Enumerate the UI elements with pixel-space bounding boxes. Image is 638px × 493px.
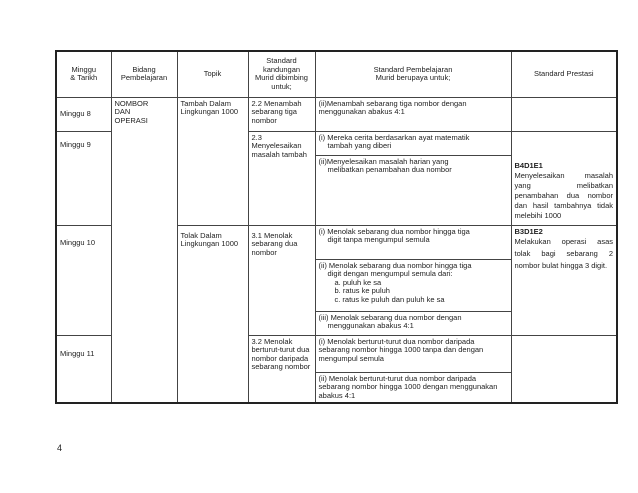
pembelajaran-line: (iii) Menolak sebarang dua nombor dengan	[318, 312, 462, 322]
pembelajaran-line: a. puluh ke sa	[334, 277, 382, 287]
pembelajaran-line: tambah yang diberi	[327, 141, 392, 151]
pembelajaran-line: digit dengan mengumpul semula dari:	[327, 269, 453, 279]
table-row	[56, 97, 617, 131]
kandungan-cell: 2.3 Menyelesaikan masalah tambah	[248, 131, 315, 225]
prestasi-cell-empty	[511, 335, 617, 403]
kandungan-cell: 2.2 Menambah sebarang tiga nombor	[248, 97, 315, 131]
topic-cell: Tolak Dalam Lingkungan 1000	[177, 225, 248, 403]
prestasi-cell-empty	[511, 97, 617, 131]
pembelajaran-cell	[315, 225, 511, 259]
kandungan-cell: 3.1 Menolak sebarang dua nombor	[248, 225, 315, 335]
pembelajaran-cell	[315, 155, 511, 225]
prestasi-cell	[511, 131, 617, 225]
pembelajaran-line: (i) Menolak sebarang dua nombor hingga tiga	[318, 226, 470, 236]
pembelajaran-line: (i) Mereka cerita berdasarkan ayat matematik	[318, 132, 470, 142]
prestasi-text: Menyelesaikan masalah yang melibatkan penambahan dua nombor dan hasil tambahnya tidak melebihi 1000	[514, 170, 613, 220]
pembelajaran-cell	[315, 131, 511, 155]
header-row	[56, 51, 617, 97]
prestasi-text: Melakukan operasi asas tolak bagi sebarang 2 nombor bulat hingga 3 digit.	[514, 237, 613, 271]
week-cell: Minggu 10	[56, 225, 111, 335]
kandungan-cell: 3.2 Menolak berturut-turut dua nombor daripada sebarang nombor	[248, 335, 315, 403]
header-standard-pembelajaran: Standard Pembelajaran Murid berupaya untuk;	[315, 51, 511, 97]
pembelajaran-line: (ii)Menyelesaikan masalah harian yang	[318, 156, 449, 166]
week-cell: Minggu 8	[56, 97, 111, 131]
topic-cell: Tambah Dalam Lingkungan 1000	[177, 97, 248, 225]
pembelajaran-cell	[315, 311, 511, 335]
bidang-cell: NOMBOR DAN OPERASI	[111, 97, 177, 403]
pembelajaran-cell: (i) Menolak berturut-turut dua nombor daripada sebarang nombor hingga 1000 tanpa dan dengan mengumpul semula	[315, 335, 511, 372]
pembelajaran-line: melibatkan penambahan dua nombor	[327, 165, 452, 175]
lesson-plan-table	[55, 50, 618, 404]
header-standard-prestasi: Standard Prestasi	[511, 51, 617, 97]
header-topik: Topik	[177, 51, 248, 97]
pembelajaran-cell: (ii) Menolak berturut-turut dua nombor daripada sebarang nombor hingga 1000 dengan menggunakan abakus 4:1	[315, 372, 511, 403]
week-cell: Minggu 9	[56, 131, 111, 225]
prestasi-code: B3D1E2	[514, 226, 543, 236]
pembelajaran-line: menggunakan abakus 4:1	[327, 321, 414, 331]
pembelajaran-cell: (ii)Menambah sebarang tiga nombor dengan menggunakan abakus 4:1	[315, 97, 511, 131]
pembelajaran-line: c. ratus ke puluh dan puluh ke sa	[334, 294, 445, 304]
prestasi-code: B4D1E1	[514, 160, 543, 170]
prestasi-cell	[511, 225, 617, 335]
pembelajaran-line: b. ratus ke puluh	[334, 286, 390, 296]
page-number: 4	[57, 443, 63, 453]
header-bidang: Bidang Pembelajaran	[111, 51, 177, 97]
header-minggu: Minggu & Tarikh	[56, 51, 111, 97]
pembelajaran-line: (ii) Menolak sebarang dua nombor hingga tiga	[318, 260, 472, 270]
header-standard-kandungan: Standard kandungan Murid dibimbing untuk;	[248, 51, 315, 97]
pembelajaran-line: digit tanpa mengumpul semula	[327, 235, 430, 245]
week-cell: Minggu 11	[56, 335, 111, 403]
pembelajaran-cell	[315, 259, 511, 311]
